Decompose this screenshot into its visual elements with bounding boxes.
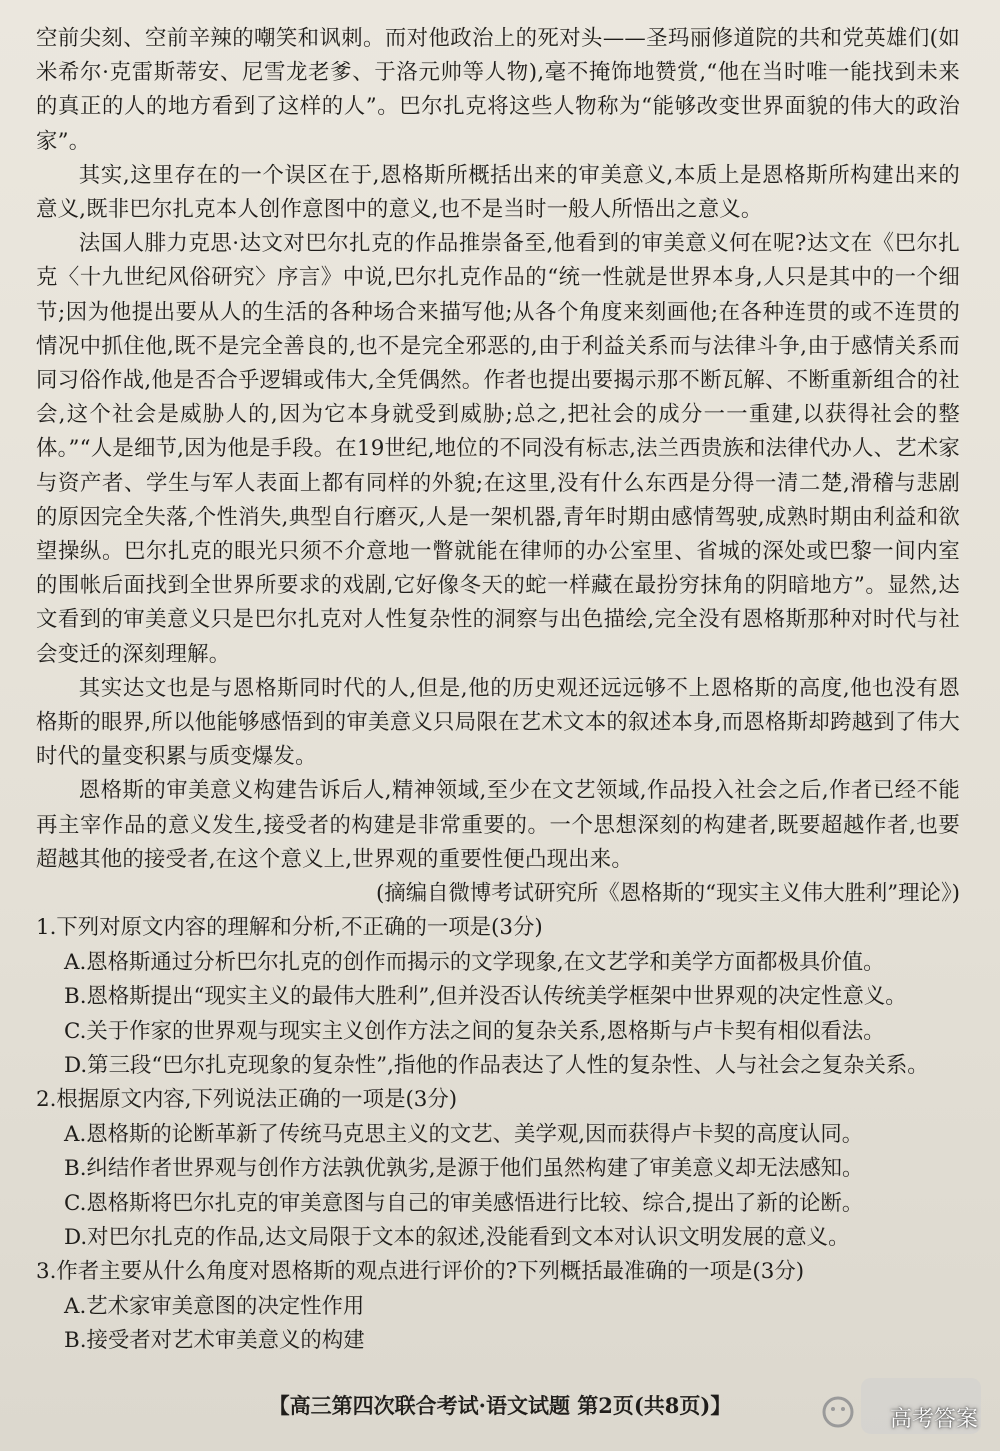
question-2 <box>36 1083 960 1255</box>
page-footer: 【高三第四次联合考试·语文试题 第2页(共8页)】 <box>268 1393 732 1418</box>
option-b: B.接受者对艺术审美意义的构建 <box>64 1328 365 1354</box>
option-c: C.恩格斯将巴尔扎克的审美意图与自己的审美感悟进行比较、综合,提出了新的论断。 <box>64 1190 864 1216</box>
passage-paragraph-4: 其实达文也是与恩格斯同时代的人,但是,他的历史观还远远够不上恩格斯的高度,他也没有恩格斯的眼界,所以他能够感悟到的审美意义只局限在艺术文本的叙述本身,而恩格斯却跨越到了伟大时代的量变积累与质变爆发。 <box>36 675 960 770</box>
question-3 <box>36 1255 960 1358</box>
passage-source: (摘编自微博考试研究所《恩格斯的“现实主义伟大胜利”理论》) <box>375 881 960 907</box>
option-a: A.恩格斯的论断革新了传统马克思主义的文艺、美学观,因而获得卢卡契的高度认同。 <box>64 1121 864 1147</box>
question-stem: 3.作者主要从什么角度对恩格斯的观点进行评价的?下列概括最准确的一项是(3分) <box>36 1259 805 1285</box>
option-d: D.第三段“巴尔扎克现象的复杂性”,指他的作品表达了人性的复杂性、人与社会之复杂关系。 <box>64 1052 929 1078</box>
watermark-text: 高考答案 <box>889 1407 978 1432</box>
option-b: B.恩格斯提出“现实主义的最伟大胜利”,但并没否认传统美学框架中世界观的决定性意义。 <box>64 984 907 1010</box>
option-d: D.对巴尔扎克的作品,达文局限于文本的叙述,没能看到文本对认识文明发展的意义。 <box>64 1224 850 1250</box>
option-b: B.纠结作者世界观与创作方法孰优孰劣,是源于他们虽然构建了审美意义却无法感知。 <box>64 1156 864 1182</box>
question-stem: 2.根据原文内容,下列说法正确的一项是(3分) <box>36 1087 458 1113</box>
question-1 <box>36 911 960 1083</box>
passage-paragraph-1: 空前尖刻、空前辛辣的嘲笑和讽刺。而对他政治上的死对头——圣玛丽修道院的共和党英雄们(如米希尔·克雷斯蒂安、尼雪龙老爹、于洛元帅等人物),毫不掩饰地赞赏,“他在当时唯一能找到未来的真正的人的地方看到了这样的人”。巴尔扎克将这些人物称为“能够改变世界面貌的伟大的政治家”。 <box>36 26 960 154</box>
option-a: A.艺术家审美意图的决定性作用 <box>64 1293 365 1319</box>
passage-paragraph-5: 恩格斯的审美意义构建告诉后人,精神领域,至少在文艺领域,作品投入社会之后,作者已经不能再主宰作品的意义发生,接受者的构建是非常重要的。一个思想深刻的构建者,既要超越作者,也要超越其他的接受者,在这个意义上,世界观的重要性便凸现出来。 <box>36 778 960 872</box>
option-a: A.恩格斯通过分析巴尔扎克的创作而揭示的文学现象,在文艺学和美学方面都极具价值。 <box>64 949 885 975</box>
option-c: C.关于作家的世界观与现实主义创作方法之间的复杂关系,恩格斯与卢卡契有相似看法。 <box>64 1018 885 1044</box>
passage-paragraph-2: 其实,这里存在的一个误区在于,恩格斯所概括出来的审美意义,本质上是恩格斯所构建出来的意义,既非巴尔扎克本人创作意图中的意义,也不是当时一般人所悟出之意义。 <box>36 162 960 223</box>
question-stem: 1.下列对原文内容的理解和分析,不正确的一项是(3分) <box>36 915 543 941</box>
passage-paragraph-3: 法国人腓力克思·达文对巴尔扎克的作品推崇备至,他看到的审美意义何在呢?达文在《巴尔扎克〈十九世纪风俗研究〉序言》中说,巴尔扎克作品的“统一性就是世界本身,人只是其中的一个细节;因为他提出要从人的生活的各种场合来描写他;从各个角度来刻画他;在各种连贯的或不连贯的情况中抓住他,既不是完全善良的,也不是完全邪恶的,由于利益关系而与法律斗争,由于感情关系而同习俗作战,他是否合乎逻辑或伟大,全凭偶然。作者也提出要揭示那不断瓦解、不断重新组合的社会,这个社会是威胁人的,因为它本身就受到威胁;总之,把社会的成分一一重建,以获得社会的整体。”“人是细节,因为他是手段。在19世纪,地位的不同没有标志,法兰西贵族和法律代办人、艺术家与资产者、学生与军人表面上都有同样的外貌;在这里,没有什么东西是分得一清二楚,滑稽与悲剧的原因完全失落,个性消失,典型自行磨灭,人是一架机器,青年时期由感情驾驶,成熟时期由利益和欲望操纵。巴尔扎克的眼光只须不介意地一瞥就能在律师的办公室里、省城的深处或巴黎一间内室的围帐后面找到全世界所要求的戏剧,它好像冬天的蛇一样藏在最扮穷抹角的阴暗地方”。显然,达文看到的审美意义只是巴尔扎克对人性复杂性的洞察与出色描绘,完全没有恩格斯那种对时代与社会变迁的深刻理解。 <box>36 231 961 667</box>
